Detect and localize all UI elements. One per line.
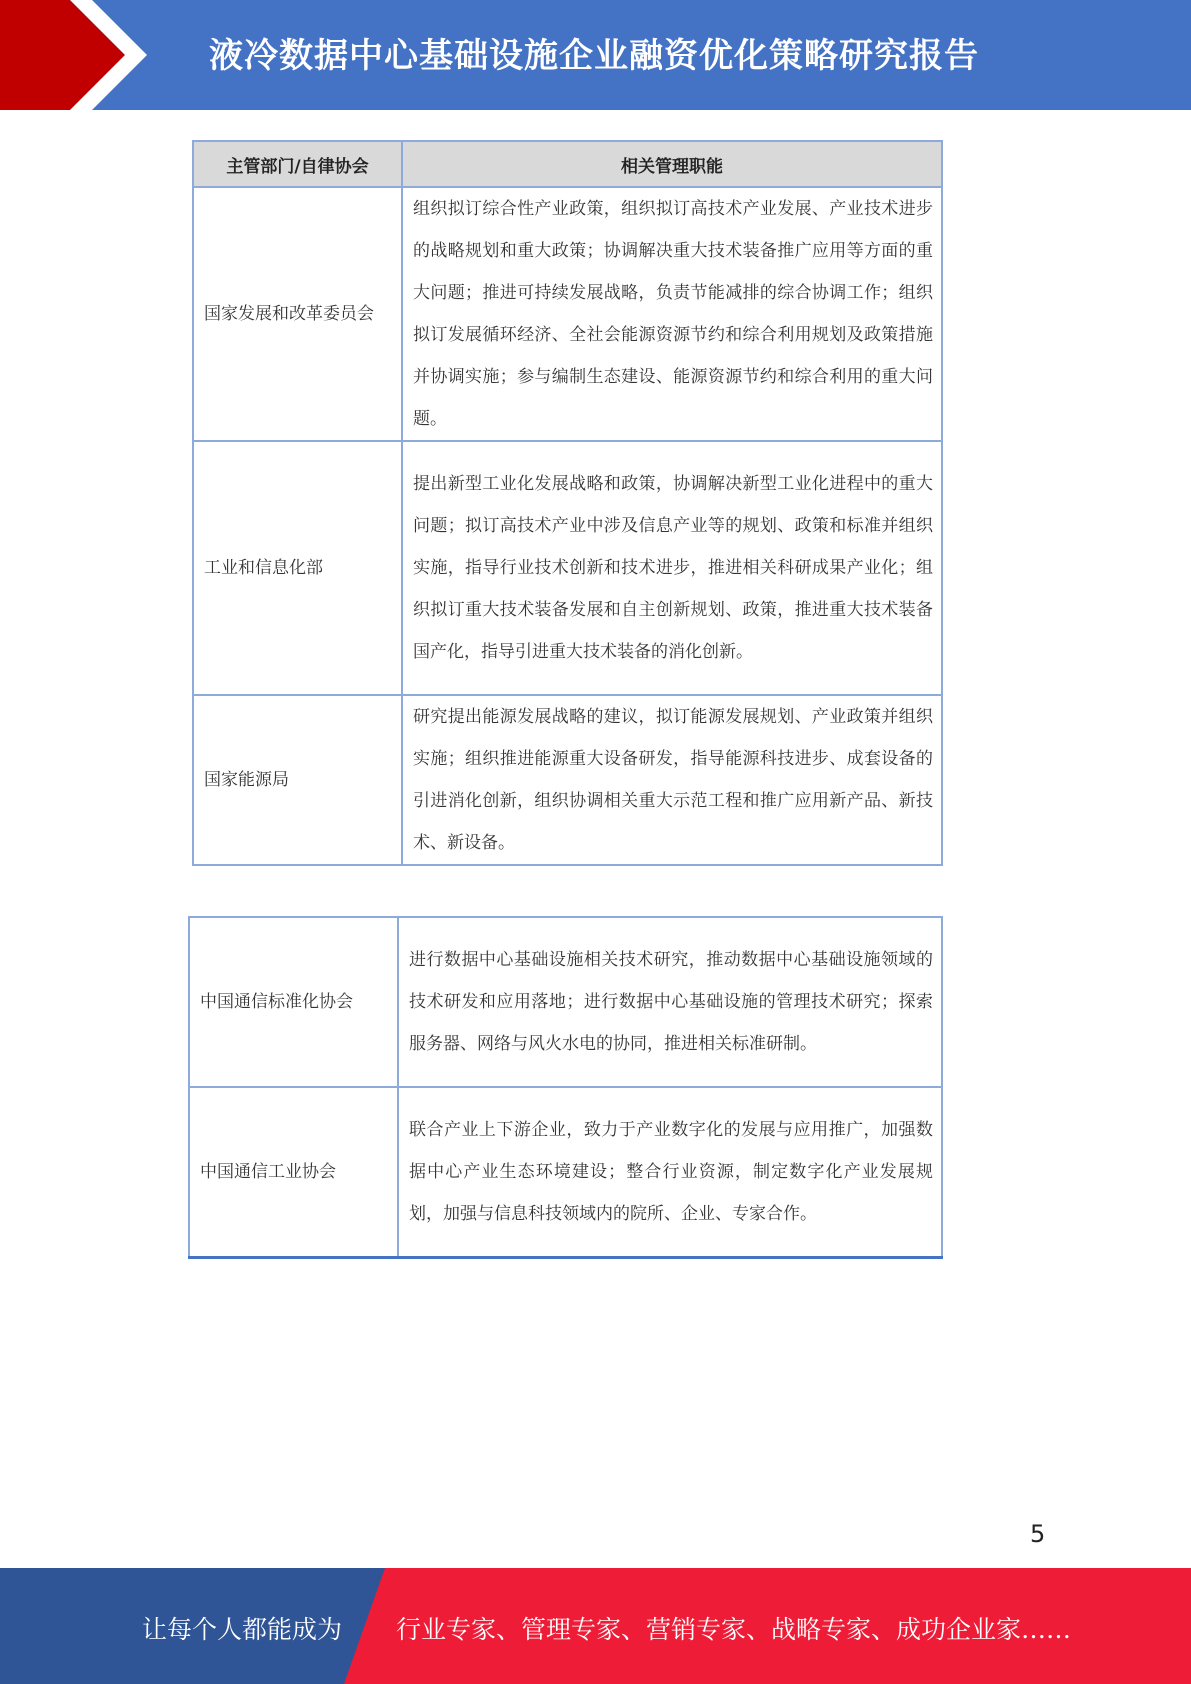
column-header-functions: 相关管理职能: [402, 141, 942, 187]
dept-cell: 工业和信息化部: [193, 441, 402, 695]
regulator-table-1: [192, 140, 943, 866]
table-row: [189, 1087, 942, 1258]
table-row: [193, 695, 942, 865]
footer-slogan-right: 行业专家、管理专家、营销专家、战略专家、成功企业家……: [396, 1615, 1072, 1644]
header-banner: [0, 0, 1191, 110]
table-header-row: [193, 141, 942, 187]
function-cell: 提出新型工业化发展战略和政策，协调解决新型工业化进程中的重大问题；拟订高技术产业中涉及信息产业等的规划、政策和标准并组织实施，指导行业技术创新和技术进步，推进相关科研成果产业化；组织拟订重大技术装备发展和自主创新规划、政策，推进重大技术装备国产化，指导引进重大技术装备的消化创新。: [402, 441, 942, 695]
function-cell: 联合产业上下游企业，致力于产业数字化的发展与应用推广，加强数据中心产业生态环境建设；整合行业资源，制定数字化产业发展规划，加强与信息科技领域内的院所、企业、专家合作。: [398, 1087, 942, 1258]
page-number: 5: [1030, 1520, 1046, 1548]
footer-slogan-left: 让每个人都能成为: [142, 1615, 343, 1644]
table-row: [189, 917, 942, 1087]
footer-banner: [0, 1568, 1191, 1684]
dept-cell: 中国通信标准化协会: [189, 917, 398, 1087]
header-chevron-icon: [0, 0, 160, 110]
function-cell: 组织拟订综合性产业政策，组织拟订高技术产业发展、产业技术进步的战略规划和重大政策；协调解决重大技术装备推广应用等方面的重大问题；推进可持续发展战略，负责节能减排的综合协调工作；组织拟订发展循环经济、全社会能源资源节约和综合利用规划及政策措施并协调实施；参与编制生态建设、能源资源节约和综合利用的重大问题。: [402, 187, 942, 441]
dept-cell: 中国通信工业协会: [189, 1087, 398, 1258]
column-header-dept: 主管部门/自律协会: [193, 141, 402, 187]
regulator-table-2: [188, 916, 943, 1259]
dept-cell: 国家能源局: [193, 695, 402, 865]
page-title: 液冷数据中心基础设施企业融资优化策略研究报告: [209, 36, 979, 76]
function-cell: 进行数据中心基础设施相关技术研究，推动数据中心基础设施领域的技术研发和应用落地；进行数据中心基础设施的管理技术研究；探索服务器、网络与风火水电的协同，推进相关标准研制。: [398, 917, 942, 1087]
table-row: [193, 441, 942, 695]
dept-cell: 国家发展和改革委员会: [193, 187, 402, 441]
function-cell: 研究提出能源发展战略的建议，拟订能源发展规划、产业政策并组织实施；组织推进能源重大设备研发，指导能源科技进步、成套设备的引进消化创新，组织协调相关重大示范工程和推广应用新产品、新技术、新设备。: [402, 695, 942, 865]
table-row: [193, 187, 942, 441]
